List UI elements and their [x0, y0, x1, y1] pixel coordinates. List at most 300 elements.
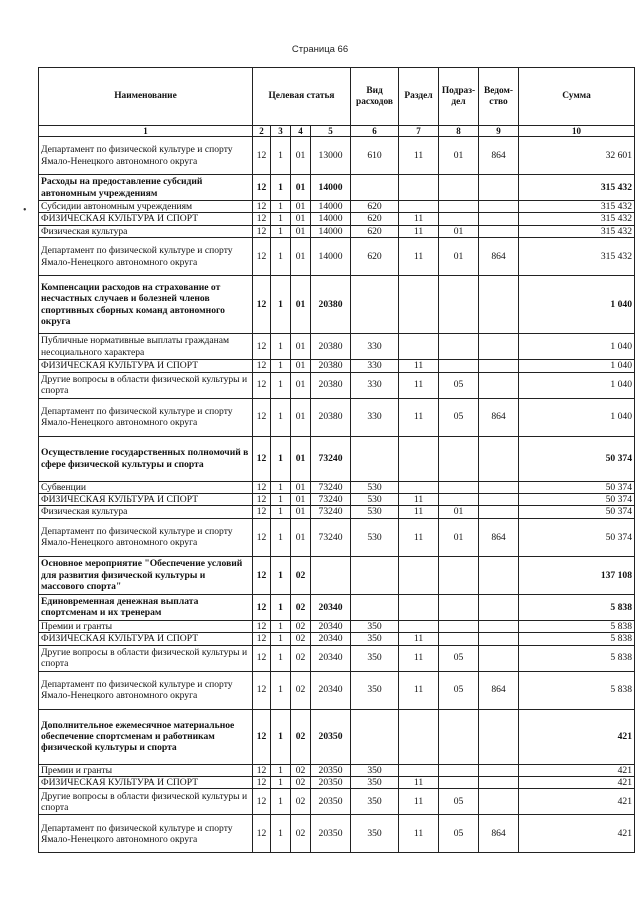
row-code-activity: 01 — [291, 360, 311, 372]
row-name: Другие вопросы в области физической культуры и спорта — [39, 372, 253, 398]
row-expense-type — [351, 594, 399, 620]
row-code-direction: 13000 — [311, 137, 351, 175]
row-name: Основное мероприятие "Обеспечение условий для развития физической культуры и массового спорта" — [39, 556, 253, 594]
row-expense-type: 530 — [351, 506, 399, 518]
row-sum: 32 601 — [519, 137, 635, 175]
row-code-direction: 20380 — [311, 276, 351, 334]
row-sum: 1 040 — [519, 372, 635, 398]
row-department — [479, 709, 519, 764]
row-section: 11 — [399, 815, 439, 853]
row-name: ФИЗИЧЕСКАЯ КУЛЬТУРА И СПОРТ — [39, 777, 253, 789]
row-subsection: 01 — [439, 506, 479, 518]
row-name: Субсидии автономным учреждениям — [39, 201, 253, 213]
row-code-subprogram: 1 — [271, 201, 291, 213]
row-code-activity: 01 — [291, 225, 311, 237]
row-code-direction: 14000 — [311, 238, 351, 276]
row-name: ФИЗИЧЕСКАЯ КУЛЬТУРА И СПОРТ — [39, 360, 253, 372]
row-code-subprogram: 1 — [271, 815, 291, 853]
row-expense-type: 330 — [351, 360, 399, 372]
row-code-program: 12 — [253, 645, 271, 671]
row-code-direction: 20350 — [311, 764, 351, 776]
row-code-activity: 01 — [291, 276, 311, 334]
row-section: 11 — [399, 494, 439, 506]
row-section — [399, 481, 439, 493]
row-expense-type — [351, 175, 399, 201]
row-sum: 5 838 — [519, 620, 635, 632]
table-row — [39, 789, 635, 815]
row-code-direction: 14000 — [311, 213, 351, 225]
row-department — [479, 360, 519, 372]
table-row — [39, 213, 635, 225]
row-sum: 50 374 — [519, 494, 635, 506]
table-header-row — [39, 68, 635, 126]
row-code-direction: 73240 — [311, 481, 351, 493]
row-sum: 421 — [519, 789, 635, 815]
row-subsection — [439, 360, 479, 372]
row-section: 11 — [399, 225, 439, 237]
row-expense-type: 620 — [351, 213, 399, 225]
row-code-direction: 73240 — [311, 518, 351, 556]
row-code-subprogram: 1 — [271, 276, 291, 334]
table-row — [39, 481, 635, 493]
header-department: Ведом-ство — [479, 68, 519, 126]
row-name: Другие вопросы в области физической культуры и спорта — [39, 645, 253, 671]
row-sum: 5 838 — [519, 645, 635, 671]
row-expense-type: 530 — [351, 494, 399, 506]
row-expense-type — [351, 436, 399, 481]
row-subsection: 01 — [439, 238, 479, 276]
row-section — [399, 201, 439, 213]
row-department: 864 — [479, 137, 519, 175]
row-expense-type: 620 — [351, 225, 399, 237]
row-sum: 50 374 — [519, 481, 635, 493]
row-department — [479, 201, 519, 213]
row-code-program: 12 — [253, 481, 271, 493]
row-department — [479, 594, 519, 620]
row-code-program: 12 — [253, 764, 271, 776]
row-code-program: 12 — [253, 225, 271, 237]
row-code-subprogram: 1 — [271, 372, 291, 398]
table-row — [39, 225, 635, 237]
row-name: ФИЗИЧЕСКАЯ КУЛЬТУРА И СПОРТ — [39, 213, 253, 225]
table-body — [39, 137, 635, 853]
row-section: 11 — [399, 777, 439, 789]
row-sum: 315 432 — [519, 213, 635, 225]
row-department: 864 — [479, 671, 519, 709]
table-row — [39, 709, 635, 764]
row-department: 864 — [479, 398, 519, 436]
row-department: 864 — [479, 518, 519, 556]
row-code-program: 12 — [253, 213, 271, 225]
row-sum: 5 838 — [519, 671, 635, 709]
row-department — [479, 764, 519, 776]
row-name: Субвенции — [39, 481, 253, 493]
row-code-program: 12 — [253, 671, 271, 709]
row-code-program: 12 — [253, 633, 271, 645]
row-department — [479, 494, 519, 506]
row-department — [479, 481, 519, 493]
row-code-subprogram: 1 — [271, 789, 291, 815]
row-expense-type — [351, 556, 399, 594]
row-code-direction: 20350 — [311, 789, 351, 815]
row-code-direction: 20340 — [311, 645, 351, 671]
row-sum: 421 — [519, 777, 635, 789]
row-department: 864 — [479, 238, 519, 276]
row-department — [479, 372, 519, 398]
column-number: 7 — [399, 126, 439, 137]
row-name: Другие вопросы в области физической культуры и спорта — [39, 789, 253, 815]
row-code-program: 12 — [253, 398, 271, 436]
page-number: Страница 66 — [291, 44, 349, 55]
row-code-activity: 02 — [291, 777, 311, 789]
row-code-subprogram: 1 — [271, 671, 291, 709]
row-department — [479, 213, 519, 225]
column-number: 1 — [39, 126, 253, 137]
row-sum: 315 432 — [519, 175, 635, 201]
row-code-activity: 02 — [291, 671, 311, 709]
table-row — [39, 777, 635, 789]
row-code-direction: 14000 — [311, 175, 351, 201]
column-number: 5 — [311, 126, 351, 137]
table-row — [39, 398, 635, 436]
row-code-direction: 20340 — [311, 633, 351, 645]
row-code-activity: 01 — [291, 436, 311, 481]
row-code-activity: 01 — [291, 398, 311, 436]
column-number-row — [39, 126, 635, 137]
row-code-activity: 01 — [291, 494, 311, 506]
row-section: 11 — [399, 238, 439, 276]
row-expense-type: 350 — [351, 789, 399, 815]
row-section — [399, 436, 439, 481]
row-subsection — [439, 213, 479, 225]
row-subsection — [439, 709, 479, 764]
row-code-subprogram: 1 — [271, 360, 291, 372]
row-code-program: 12 — [253, 789, 271, 815]
row-code-subprogram: 1 — [271, 518, 291, 556]
row-code-activity: 01 — [291, 175, 311, 201]
table-row — [39, 372, 635, 398]
row-name: Компенсации расходов на страхование от несчастных случаев и болезней членов спортивных сборных команд автономного округа — [39, 276, 253, 334]
row-code-program: 12 — [253, 372, 271, 398]
row-sum: 315 432 — [519, 201, 635, 213]
row-subsection: 05 — [439, 645, 479, 671]
row-code-program: 12 — [253, 506, 271, 518]
row-code-program: 12 — [253, 436, 271, 481]
row-expense-type: 350 — [351, 620, 399, 632]
row-subsection — [439, 481, 479, 493]
table-row — [39, 556, 635, 594]
row-sum: 421 — [519, 815, 635, 853]
row-name: ФИЗИЧЕСКАЯ КУЛЬТУРА И СПОРТ — [39, 494, 253, 506]
row-code-direction: 20380 — [311, 334, 351, 360]
table-row — [39, 276, 635, 334]
row-section: 11 — [399, 372, 439, 398]
row-section: 11 — [399, 518, 439, 556]
row-expense-type: 350 — [351, 777, 399, 789]
row-sum: 315 432 — [519, 225, 635, 237]
table-row — [39, 518, 635, 556]
row-subsection — [439, 556, 479, 594]
row-name: Департамент по физической культуре и спорту Ямало-Ненецкого автономного округа — [39, 518, 253, 556]
row-sum: 421 — [519, 764, 635, 776]
row-section — [399, 334, 439, 360]
row-code-subprogram: 1 — [271, 777, 291, 789]
row-code-activity: 01 — [291, 372, 311, 398]
table-row — [39, 494, 635, 506]
row-code-program: 12 — [253, 334, 271, 360]
row-section — [399, 556, 439, 594]
row-expense-type: 610 — [351, 137, 399, 175]
row-code-activity: 02 — [291, 645, 311, 671]
row-code-activity: 02 — [291, 620, 311, 632]
row-subsection — [439, 764, 479, 776]
row-sum: 50 374 — [519, 518, 635, 556]
row-section: 11 — [399, 506, 439, 518]
row-department — [479, 556, 519, 594]
row-code-direction: 73240 — [311, 436, 351, 481]
table-row — [39, 815, 635, 853]
table-row — [39, 620, 635, 632]
row-code-subprogram: 1 — [271, 709, 291, 764]
table-row — [39, 671, 635, 709]
row-code-activity: 02 — [291, 594, 311, 620]
row-subsection — [439, 633, 479, 645]
row-code-activity: 02 — [291, 633, 311, 645]
row-subsection: 01 — [439, 137, 479, 175]
row-code-activity: 02 — [291, 789, 311, 815]
row-name: Премии и гранты — [39, 620, 253, 632]
table-row — [39, 360, 635, 372]
row-section — [399, 764, 439, 776]
row-subsection: 05 — [439, 815, 479, 853]
row-expense-type: 350 — [351, 633, 399, 645]
row-section — [399, 620, 439, 632]
row-code-subprogram: 1 — [271, 436, 291, 481]
table-row — [39, 645, 635, 671]
column-number: 8 — [439, 126, 479, 137]
row-code-activity: 01 — [291, 481, 311, 493]
row-code-program: 12 — [253, 201, 271, 213]
row-section: 11 — [399, 398, 439, 436]
row-code-direction: 73240 — [311, 506, 351, 518]
row-code-subprogram: 1 — [271, 764, 291, 776]
margin-mark: • — [23, 205, 27, 216]
row-section: 11 — [399, 137, 439, 175]
row-code-direction: 20350 — [311, 815, 351, 853]
row-name: Расходы на предоставление субсидий автономным учреждениям — [39, 175, 253, 201]
row-code-activity: 01 — [291, 334, 311, 360]
row-department — [479, 506, 519, 518]
row-code-subprogram: 1 — [271, 137, 291, 175]
row-code-subprogram: 1 — [271, 175, 291, 201]
table-row — [39, 201, 635, 213]
row-sum: 315 432 — [519, 238, 635, 276]
header-subsection: Подраз-дел — [439, 68, 479, 126]
row-code-program: 12 — [253, 556, 271, 594]
row-expense-type: 530 — [351, 481, 399, 493]
row-expense-type: 350 — [351, 815, 399, 853]
row-expense-type: 330 — [351, 398, 399, 436]
table-row — [39, 506, 635, 518]
row-name: Публичные нормативные выплаты гражданам несоциального характера — [39, 334, 253, 360]
row-code-subprogram: 1 — [271, 633, 291, 645]
table-row — [39, 238, 635, 276]
table-row — [39, 436, 635, 481]
row-name: Департамент по физической культуре и спорту Ямало-Ненецкого автономного округа — [39, 238, 253, 276]
row-code-subprogram: 1 — [271, 398, 291, 436]
row-code-subprogram: 1 — [271, 481, 291, 493]
budget-table — [38, 67, 635, 853]
row-section: 11 — [399, 360, 439, 372]
row-name: Департамент по физической культуре и спорту Ямало-Ненецкого автономного округа — [39, 671, 253, 709]
header-sum: Сумма — [519, 68, 635, 126]
row-expense-type: 620 — [351, 201, 399, 213]
row-code-direction: 20350 — [311, 709, 351, 764]
row-name: Департамент по физической культуре и спорту Ямало-Ненецкого автономного округа — [39, 137, 253, 175]
row-sum: 137 108 — [519, 556, 635, 594]
row-sum: 1 040 — [519, 360, 635, 372]
row-department — [479, 225, 519, 237]
row-code-program: 12 — [253, 238, 271, 276]
row-expense-type: 530 — [351, 518, 399, 556]
row-code-activity: 01 — [291, 518, 311, 556]
row-code-program: 12 — [253, 276, 271, 334]
row-subsection — [439, 201, 479, 213]
row-department — [479, 645, 519, 671]
row-code-subprogram: 1 — [271, 225, 291, 237]
row-code-program: 12 — [253, 137, 271, 175]
row-code-program: 12 — [253, 709, 271, 764]
row-subsection: 05 — [439, 671, 479, 709]
table-row — [39, 137, 635, 175]
row-code-program: 12 — [253, 815, 271, 853]
row-section: 11 — [399, 671, 439, 709]
column-number: 6 — [351, 126, 399, 137]
row-section: 11 — [399, 645, 439, 671]
row-code-program: 12 — [253, 518, 271, 556]
row-code-direction: 20350 — [311, 777, 351, 789]
row-subsection — [439, 334, 479, 360]
row-code-direction — [311, 556, 351, 594]
row-section: 11 — [399, 213, 439, 225]
row-section: 11 — [399, 789, 439, 815]
column-number: 3 — [271, 126, 291, 137]
row-expense-type: 350 — [351, 645, 399, 671]
row-expense-type: 330 — [351, 334, 399, 360]
row-department — [479, 276, 519, 334]
row-code-program: 12 — [253, 175, 271, 201]
header-name: Наименование — [39, 68, 253, 126]
row-code-program: 12 — [253, 620, 271, 632]
row-sum: 1 040 — [519, 276, 635, 334]
row-subsection — [439, 276, 479, 334]
row-department: 864 — [479, 815, 519, 853]
row-code-program: 12 — [253, 594, 271, 620]
header-section: Раздел — [399, 68, 439, 126]
row-department — [479, 620, 519, 632]
row-sum: 421 — [519, 709, 635, 764]
row-subsection — [439, 436, 479, 481]
row-department — [479, 436, 519, 481]
row-name: Дополнительное ежемесячное материальное обеспечение спортсменам и работникам физической культуры и спорта — [39, 709, 253, 764]
row-code-subprogram: 1 — [271, 645, 291, 671]
row-section — [399, 709, 439, 764]
row-department — [479, 334, 519, 360]
row-code-activity: 02 — [291, 709, 311, 764]
column-number: 10 — [519, 126, 635, 137]
row-code-subprogram: 1 — [271, 594, 291, 620]
row-code-program: 12 — [253, 777, 271, 789]
row-code-subprogram: 1 — [271, 213, 291, 225]
column-number: 2 — [253, 126, 271, 137]
row-department — [479, 633, 519, 645]
table-row — [39, 633, 635, 645]
row-subsection: 05 — [439, 398, 479, 436]
row-code-activity: 01 — [291, 238, 311, 276]
row-code-direction: 20340 — [311, 594, 351, 620]
row-code-direction: 14000 — [311, 201, 351, 213]
row-code-subprogram: 1 — [271, 556, 291, 594]
row-sum: 1 040 — [519, 334, 635, 360]
header-expense-type: Вид расходов — [351, 68, 399, 126]
row-expense-type — [351, 709, 399, 764]
row-code-direction: 73240 — [311, 494, 351, 506]
table-row — [39, 334, 635, 360]
row-expense-type: 620 — [351, 238, 399, 276]
row-code-direction: 20380 — [311, 398, 351, 436]
row-code-program: 12 — [253, 494, 271, 506]
row-code-activity: 02 — [291, 815, 311, 853]
row-code-program: 12 — [253, 360, 271, 372]
row-sum: 1 040 — [519, 398, 635, 436]
row-expense-type: 330 — [351, 372, 399, 398]
table-row — [39, 594, 635, 620]
row-subsection: 01 — [439, 225, 479, 237]
row-code-direction: 14000 — [311, 225, 351, 237]
table-row — [39, 764, 635, 776]
row-subsection — [439, 594, 479, 620]
row-section — [399, 276, 439, 334]
row-code-activity: 01 — [291, 213, 311, 225]
row-name: Физическая культура — [39, 506, 253, 518]
row-sum: 50 374 — [519, 506, 635, 518]
row-code-subprogram: 1 — [271, 506, 291, 518]
row-subsection — [439, 494, 479, 506]
row-expense-type — [351, 276, 399, 334]
row-sum: 5 838 — [519, 594, 635, 620]
row-name: Департамент по физической культуре и спорту Ямало-Ненецкого автономного округа — [39, 398, 253, 436]
row-subsection — [439, 777, 479, 789]
row-name: Департамент по физической культуре и спорту Ямало-Ненецкого автономного округа — [39, 815, 253, 853]
row-code-activity: 01 — [291, 137, 311, 175]
row-section — [399, 175, 439, 201]
row-code-subprogram: 1 — [271, 334, 291, 360]
row-department — [479, 777, 519, 789]
row-name: Премии и гранты — [39, 764, 253, 776]
row-code-activity: 01 — [291, 506, 311, 518]
row-expense-type: 350 — [351, 671, 399, 709]
row-department — [479, 175, 519, 201]
row-code-subprogram: 1 — [271, 620, 291, 632]
row-code-direction: 20340 — [311, 671, 351, 709]
row-code-activity: 01 — [291, 201, 311, 213]
row-subsection: 01 — [439, 518, 479, 556]
row-code-subprogram: 1 — [271, 494, 291, 506]
row-subsection: 05 — [439, 372, 479, 398]
column-number: 4 — [291, 126, 311, 137]
column-number: 9 — [479, 126, 519, 137]
table-row — [39, 175, 635, 201]
